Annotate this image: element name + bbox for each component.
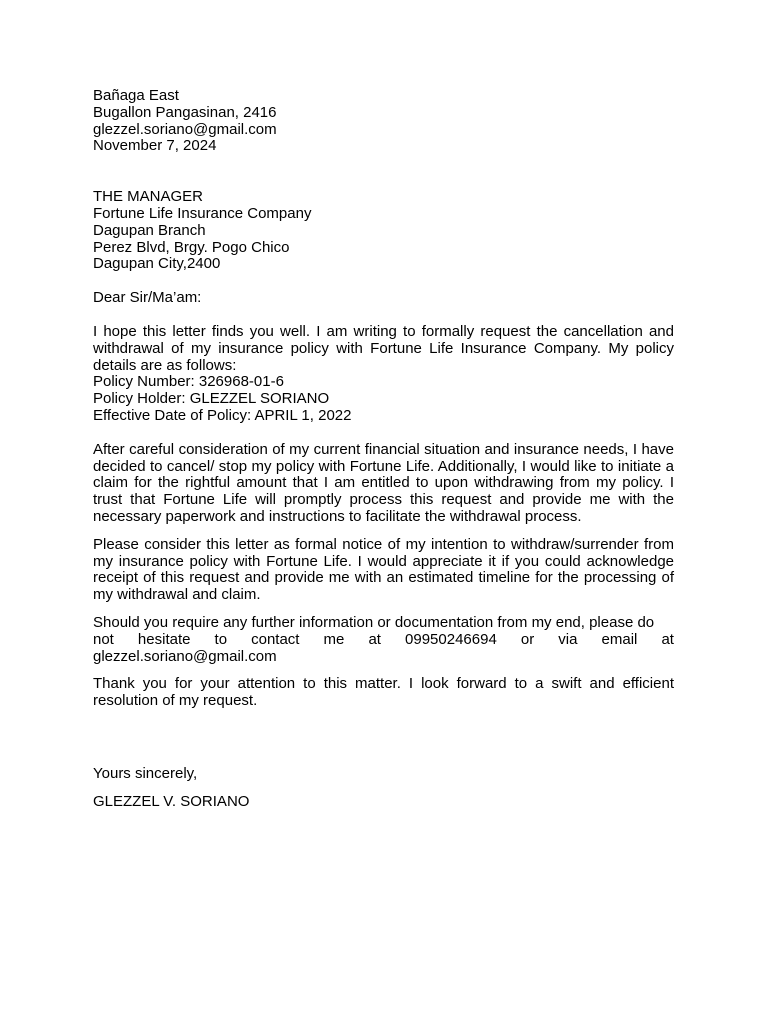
recipient-company: Fortune Life Insurance Company: [93, 204, 312, 222]
contact-word: at: [368, 630, 381, 648]
contact-line-1: Should you require any further information or documentation from my end, please do: [93, 613, 655, 631]
policy-number: Policy Number: 326968-01-6: [93, 373, 284, 391]
letter-page: [93, 88, 674, 811]
signature-name: GLEZZEL V. SORIANO: [93, 792, 250, 810]
contact-word: me: [323, 630, 345, 648]
recipient-street: Perez Blvd, Brgy. Pogo Chico: [93, 238, 290, 256]
paragraph-cancellation: After careful consideration of my current financial situation and insurance needs, I have decided to cancel/ stop my policy with Fortune Life. Additionally, I would like to initiate a claim for the rightful amount that I am entitled to upon withdrawing from my policy. I trust that Fortune Life will promptly process this request and provide me with the necessary paperwork and instructions to facilitate the withdrawal process.: [93, 440, 674, 525]
policy-details: [93, 374, 674, 424]
policy-holder: Policy Holder: GLEZZEL SORIANO: [93, 390, 330, 408]
recipient-branch: Dagupan Branch: [93, 221, 206, 239]
sender-address-line1: Bañaga East: [93, 87, 179, 104]
contact-word: or: [520, 630, 535, 648]
contact-email: glezzel.soriano@gmail.com: [93, 647, 277, 665]
paragraph-thanks: Thank you for your attention to this matter. I look forward to a swift and efficient resolution of my request.: [93, 675, 674, 710]
contact-word: at: [661, 630, 674, 648]
closing: Yours sincerely,: [93, 764, 198, 782]
recipient-block: [93, 189, 674, 273]
paragraph-contact: [93, 615, 674, 665]
contact-word: email: [601, 630, 638, 648]
sender-block: [93, 88, 674, 155]
sender-email: glezzel.soriano@gmail.com: [93, 120, 277, 138]
contact-word: not: [93, 630, 114, 648]
contact-phone: 09950246694: [405, 630, 497, 648]
sender-address-line2: Bugallon Pangasinan, 2416: [93, 103, 277, 121]
contact-word: to: [214, 630, 228, 648]
contact-line-2: [93, 632, 674, 649]
contact-word: contact: [251, 630, 300, 648]
letter-date: November 7, 2024: [93, 137, 217, 155]
contact-word: hesitate: [137, 630, 191, 648]
paragraph-formal-notice: Please consider this letter as formal notice of my intention to withdraw/surrender from my insurance policy with Fortune Life. I would appreciate it if you could acknowledge receipt of this request and provide me with an estimated timeline for the processing of my withdrawal and claim.: [93, 535, 674, 604]
intro-paragraph: I hope this letter finds you well. I am writing to formally request the cancellation and withdrawal of my insurance policy with Fortune Life Insurance Company. My policy details are as follows:: [93, 322, 674, 374]
policy-effective-date: Effective Date of Policy: APRIL 1, 2022: [93, 406, 352, 424]
salutation: Dear Sir/Ma’am:: [93, 289, 202, 307]
contact-word: via: [558, 630, 578, 648]
recipient-city: Dagupan City,2400: [93, 255, 221, 273]
recipient-title: THE MANAGER: [93, 188, 204, 206]
